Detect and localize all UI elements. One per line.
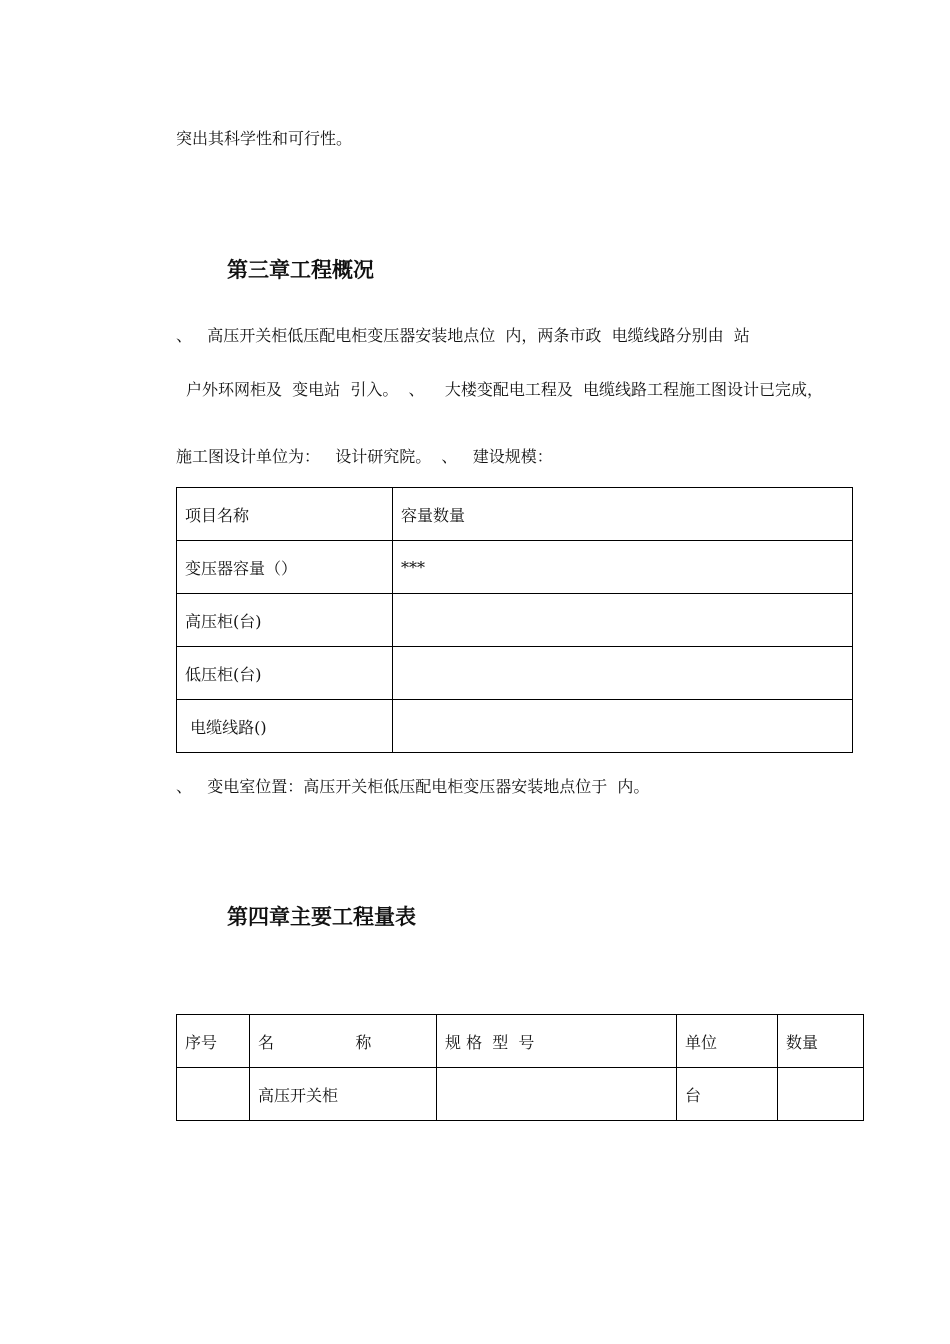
- quantity-table: [176, 1014, 864, 1121]
- table-cell: [393, 594, 853, 647]
- table-cell: [177, 1068, 250, 1121]
- table-header-row: [177, 488, 853, 541]
- table-cell: 变压器容量（）: [177, 541, 393, 594]
- paragraph-text: 突出其科学性和可行性。: [176, 129, 353, 148]
- chapter-3-line-2: 户外环网柜及 变电站 引入。 、 大楼变配电工程及 电缆线路工程施工图设计已完成，: [186, 380, 824, 399]
- table-cell: ***: [393, 541, 853, 594]
- chapter-3-line-3: 施工图设计单位为： 设计研究院。 、 建设规模：: [176, 447, 553, 466]
- table-cell: [778, 1068, 864, 1121]
- table-row: [177, 541, 853, 594]
- header-cell: 容量数量: [393, 488, 853, 541]
- table-cell: 台: [677, 1068, 778, 1121]
- table-cell: [393, 647, 853, 700]
- table-cell: [393, 700, 853, 753]
- header-cell: 序号: [177, 1015, 250, 1068]
- header-cell: 名 称: [250, 1015, 437, 1068]
- table-header-row: [177, 1015, 864, 1068]
- table-cell: [437, 1068, 677, 1121]
- table-cell: 电缆线路(): [177, 700, 393, 753]
- header-cell: 单位: [677, 1015, 778, 1068]
- chapter-3-line-1: 、 高压开关柜低压配电柜变压器安装地点位 内，两条市政 电缆线路分别由 站: [176, 326, 750, 345]
- chapter-3-heading: 第三章工程概况: [227, 257, 374, 282]
- substation-location-note: 、 变电室位置：高压开关柜低压配电柜变压器安装地点位于 内。: [176, 777, 650, 796]
- table-cell: 高压开关柜: [250, 1068, 437, 1121]
- chapter-4-heading: 第四章主要工程量表: [227, 904, 416, 929]
- table-row: [177, 594, 853, 647]
- table-cell: 低压柜(台): [177, 647, 393, 700]
- header-cell: 数量: [778, 1015, 864, 1068]
- table-row: [177, 647, 853, 700]
- table-row: [177, 1068, 864, 1121]
- table-cell: 高压柜(台): [177, 594, 393, 647]
- table-row: [177, 700, 853, 753]
- capacity-table: [176, 487, 853, 753]
- header-cell: 规 格 型 号: [437, 1015, 677, 1068]
- header-cell: 项目名称: [177, 488, 393, 541]
